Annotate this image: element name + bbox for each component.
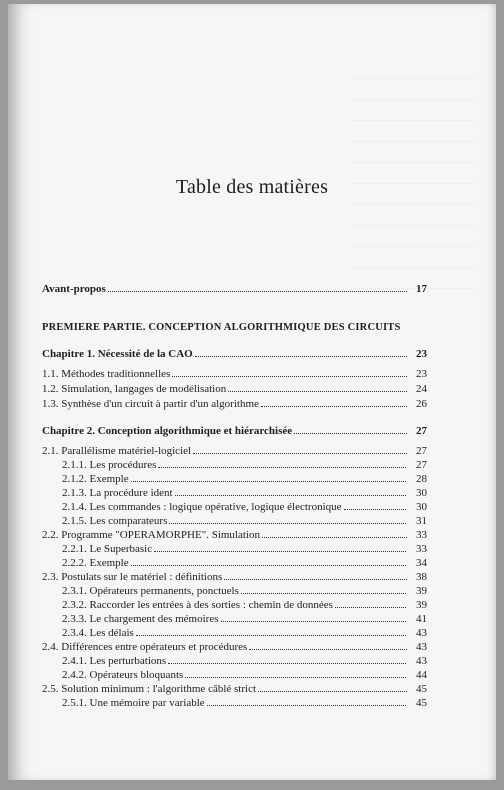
toc-label: 1.3. Synthèse d'un circuit à partir d'un algorithme — [42, 398, 259, 410]
dot-leader — [261, 406, 407, 407]
toc-label: 2.4.1. Les perturbations — [62, 655, 167, 667]
toc-subsection — [62, 499, 427, 513]
toc-page-number: 45 — [416, 697, 427, 709]
dot-leader — [207, 705, 406, 706]
toc-label: 2.1.2. Exemple — [62, 473, 129, 485]
toc-page-number: 43 — [416, 627, 427, 639]
toc-label: Chapitre 1. Nécessité de la CAO — [42, 348, 193, 360]
toc-avant-propos — [42, 281, 427, 295]
toc-page-number: 30 — [416, 501, 427, 513]
dot-leader — [294, 433, 407, 434]
dot-leader — [241, 593, 406, 594]
toc-section — [42, 527, 427, 541]
dot-leader — [131, 481, 406, 482]
dot-leader — [136, 635, 406, 636]
toc-page-number: 28 — [416, 473, 427, 485]
toc-label: 2.1.1. Les procédures — [62, 459, 157, 471]
dot-leader — [172, 376, 407, 377]
dot-leader — [258, 691, 407, 692]
toc-subsection — [62, 541, 427, 555]
dot-leader — [228, 391, 407, 392]
toc-page-number: 17 — [416, 283, 427, 295]
toc-page-number: 27 — [416, 445, 427, 457]
dot-leader — [108, 291, 407, 292]
dot-leader — [175, 495, 406, 496]
toc-subsection — [62, 611, 427, 625]
toc-page-number: 26 — [416, 398, 427, 410]
toc-subsection — [62, 625, 427, 639]
toc-subsection — [62, 485, 427, 499]
toc-label: 2.3.4. Les délais — [62, 627, 134, 639]
toc-label: 2.1.3. La procédure ident — [62, 487, 173, 499]
dot-leader — [335, 607, 406, 608]
toc-page-number: 33 — [416, 529, 427, 541]
toc-label: 2.3.1. Opérateurs permanents, ponctuels — [62, 585, 239, 597]
toc-label: 2.5. Solution minimum : l'algorithme câblé strict — [42, 683, 257, 695]
toc-subsection — [62, 583, 427, 597]
toc-page-number: 43 — [416, 655, 427, 667]
toc-page-number: 41 — [416, 613, 427, 625]
toc-page-number: 27 — [416, 425, 427, 437]
toc-subsection — [62, 597, 427, 611]
toc-page-number: 44 — [416, 669, 427, 681]
toc-label: Chapitre 2. Conception algorithmique et hiérarchisée — [42, 425, 293, 437]
dot-leader — [221, 621, 407, 622]
toc-page-number: 24 — [416, 383, 427, 395]
toc-subsection — [62, 471, 427, 485]
dot-leader — [131, 565, 406, 566]
dot-leader — [262, 537, 407, 538]
dot-leader — [195, 356, 407, 357]
page-title: Table des matières — [175, 176, 329, 198]
toc-subsection — [62, 457, 427, 471]
toc-section — [42, 381, 427, 395]
toc-page-number: 39 — [416, 599, 427, 611]
part-heading: PREMIERE PARTIE. CONCEPTION ALGORITHMIQUE DES CIRCUITS — [42, 322, 401, 333]
toc-subsection — [62, 555, 427, 569]
toc-page-number: 38 — [416, 571, 427, 583]
toc-label: 2.1.5. Les comparateurs — [62, 515, 168, 527]
toc-label: 2.2.2. Exemple — [62, 557, 129, 569]
dot-leader — [344, 509, 406, 510]
toc-page-number: 39 — [416, 585, 427, 597]
toc-section — [42, 443, 427, 457]
toc-label: 2.4.2. Opérateurs bloquants — [62, 669, 184, 681]
toc-section — [42, 396, 427, 410]
toc-chapter-1 — [42, 346, 427, 360]
dot-leader — [224, 579, 407, 580]
dot-leader — [193, 453, 407, 454]
toc-label: 2.3. Postulats sur le matériel : définitions — [42, 571, 223, 583]
dot-leader — [169, 523, 406, 524]
dot-leader — [168, 663, 406, 664]
dot-leader — [154, 551, 406, 552]
toc-label: 1.1. Méthodes traditionnelles — [42, 368, 171, 380]
toc-page-number: 23 — [416, 348, 427, 360]
toc-page-number: 43 — [416, 641, 427, 653]
toc-subsection — [62, 695, 427, 709]
toc-page-number: 33 — [416, 543, 427, 555]
toc-label: 2.2. Programme "OPERAMORPHE". Simulation — [42, 529, 260, 541]
toc-label: 2.3.2. Raccorder les entrées à des sorties : chemin de données — [62, 599, 333, 611]
dot-leader — [158, 467, 406, 468]
toc-label: 2.2.1. Le Superbasic — [62, 543, 153, 555]
toc-label: 2.1.4. Les commandes : logique opérative, logique électronique — [62, 501, 342, 513]
toc-label: 1.2. Simulation, langages de modélisation — [42, 383, 227, 395]
toc-subsection — [62, 653, 427, 667]
toc-subsection — [62, 667, 427, 681]
toc-page-number: 31 — [416, 515, 427, 527]
toc-chapter-2 — [42, 423, 427, 437]
toc-page-number: 23 — [416, 368, 427, 380]
toc-label: 2.5.1. Une mémoire par variable — [62, 697, 205, 709]
toc-label: 2.4. Différences entre opérateurs et procédures — [42, 641, 248, 653]
toc-section — [42, 366, 427, 380]
toc-label: 2.3.3. Le chargement des mémoires — [62, 613, 219, 625]
toc-section — [42, 569, 427, 583]
toc-label: 2.1. Parallélisme matériel-logiciel — [42, 445, 192, 457]
toc-page-number: 34 — [416, 557, 427, 569]
toc-label: Avant-propos — [42, 283, 106, 295]
toc-page-number: 27 — [416, 459, 427, 471]
toc-section — [42, 639, 427, 653]
toc-subsection — [62, 513, 427, 527]
dot-leader — [249, 649, 407, 650]
toc-section — [42, 681, 427, 695]
toc-page-number: 45 — [416, 683, 427, 695]
dot-leader — [185, 677, 406, 678]
toc-page-number: 30 — [416, 487, 427, 499]
